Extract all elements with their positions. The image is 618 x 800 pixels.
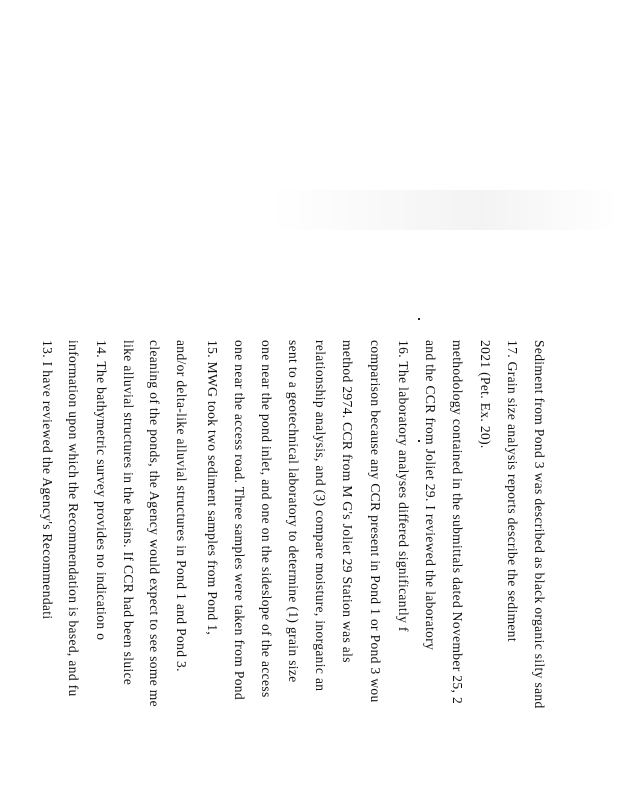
text-line: like alluvial structures in the basins. If CCR had been sluice <box>121 340 136 686</box>
text-line: information upon which the Recommendation is based, and fu <box>66 340 81 697</box>
text-line: relationship analysis, and (3) compare moisture, inorganic an <box>313 340 328 692</box>
text-line: cleaning of the ponds, the Agency would expect to see some me <box>147 340 162 708</box>
text-line: and/or delta-like alluvial structures in Pond 1 and Pond 3. <box>174 340 189 672</box>
scan-artifact-band <box>270 190 618 230</box>
text-line: and the CCR from Joliet 29. I reviewed the laboratory <box>423 340 438 651</box>
text-line: 13. I have reviewed the Agency's Recommendati <box>40 340 55 620</box>
text-line: Sediment from Pond 3 was described as black organic silty sand <box>532 340 547 709</box>
text-line: methodology contained in the submittals dated November 25, 2 <box>450 340 465 705</box>
text-line: 14. The bathymetric survey provides no indication o <box>94 340 109 641</box>
text-line: one near the access road. Three samples were taken from Pond <box>232 340 247 700</box>
text-line: 16. The laboratory analyses differed significantly f <box>396 340 411 632</box>
text-line: one near the pond inlet, and one on the sideslope of the access <box>259 340 274 698</box>
scan-speck <box>418 318 420 320</box>
text-line: 17. Grain size analysis reports describe the sediment <box>505 340 520 642</box>
rotated-text-block <box>26 340 552 800</box>
text-line: comparison because any CCR present in Pond 1 or Pond 3 wou <box>368 340 383 703</box>
text-line: method 2974. CCR from M G's Joliet 29 Station was als <box>340 340 355 663</box>
text-line: 15. MWG took two sediment samples from Pond 1, <box>205 340 220 636</box>
text-line: 2021 (Pet. Ex. 20). <box>478 340 493 449</box>
text-line: sent to a geotechnical laboratory to determine (1) grain size <box>286 340 301 683</box>
